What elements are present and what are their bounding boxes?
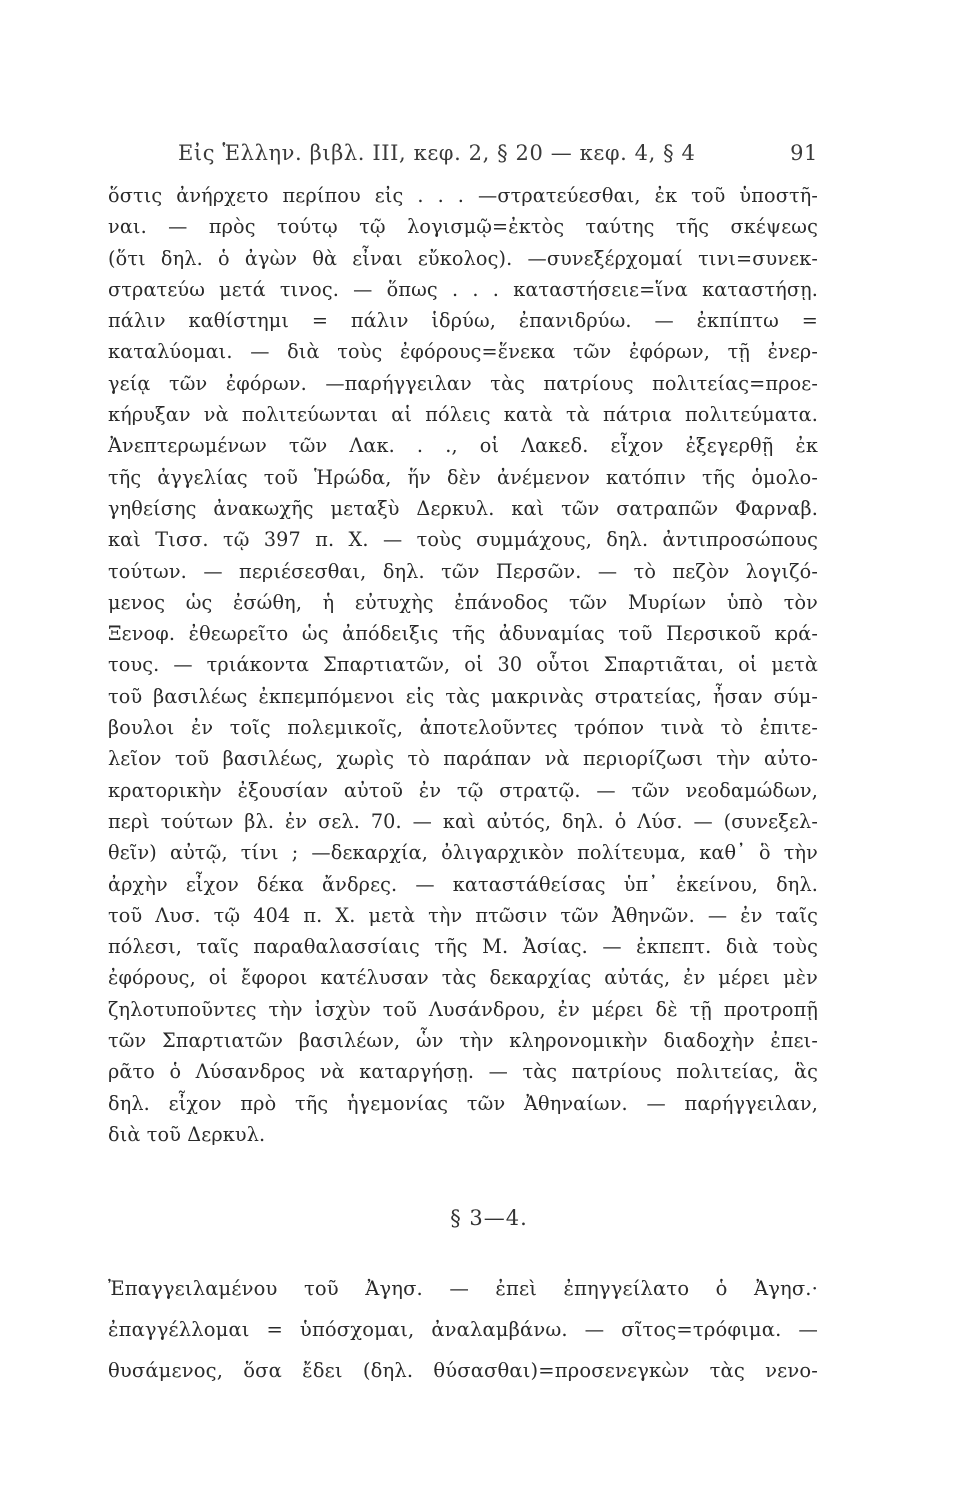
section-commentary-text	[108, 1268, 818, 1391]
text-line: διὰ τοῦ Δερκυλ.	[108, 1122, 266, 1146]
text-line: ὅστις ἀνήρχετο περίπου εἰς . . . —στρατεύεσθαι, ἐκ τοῦ ὑποστῆ-	[108, 184, 818, 207]
text-line: ἀρχὴν εἶχον δέκα ἄνδρες. — καταστάθείσας ὑπ᾽ ἐκείνου, δηλ.	[108, 872, 818, 896]
page-header	[178, 141, 818, 175]
section-heading: § 3—4.	[450, 1206, 528, 1230]
text-line: θεῖν) αὐτῷ, τίνι ; —δεκαρχία, ὀλιγαρχικὸν πολίτευμα, καθ᾽ ὃ τὴν	[108, 841, 818, 865]
page-number: 91	[790, 141, 818, 165]
text-line: ἐπαγγέλλομαι = ὑπόσχομαι, ἀναλαμβάνω. — σῖτος=τρόφιμα. —	[108, 1318, 818, 1341]
text-line: θυσάμενος, ὅσα ἔδει (δηλ. θύσασθαι)=προσενεγκὼν τὰς νενο-	[108, 1359, 818, 1382]
text-line: Ἀνεπτερωμένων τῶν Λακ. . ., οἱ Λακεδ. εἶχον ἐξεγερθῇ ἐκ	[108, 434, 818, 458]
text-line: τούτων. — περιέσεσθαι, δηλ. τῶν Περσῶν. — τὸ πεζὸν λογιζό-	[108, 559, 818, 583]
text-line: πόλεσι, ταῖς παραθαλασσίαις τῆς Μ. Ἀσίας. — ἐκπεπτ. διὰ τοὺς	[108, 935, 818, 959]
text-line: πάλιν καθίστημι = πάλιν ἱδρύω, ἐπανιδρύω. — ἐκπίπτω =	[108, 309, 818, 333]
text-line: τῆς ἀγγελίας τοῦ Ἡρώδα, ἥν δὲν ἀνέμενον κατόπιν τῆς ὁμολο-	[108, 465, 818, 489]
text-line: Ἐπαγγειλαμένου τοῦ Ἀγησ. — ἐπεὶ ἐπηγγείλατο ὁ Ἀγησ.·	[108, 1277, 818, 1300]
text-line: κρατορικὴν ἐξουσίαν αὐτοῦ ἐν τῷ στρατῷ. — τῶν νεοδαμώδων,	[108, 778, 818, 802]
text-line: γηθείσης ἀνακωχῆς μεταξὺ Δερκυλ. καὶ τῶν σατραπῶν Φαρναβ.	[108, 496, 818, 520]
text-line: βουλοι ἐν τοῖς πολεμικοῖς, ἀποτελοῦντες τρόπον τινὰ τὸ ἐπιτε-	[108, 716, 818, 740]
text-line: ζηλοτυποῦντες τὴν ἰσχὺν τοῦ Λυσάνδρου, ἐν μέρει δὲ τῇ προτροπῇ	[108, 997, 818, 1021]
text-line: καὶ Τισσ. τῷ 397 π. Χ. — τοὺς συμμάχους, δηλ. ἀντιπροσώπους	[108, 528, 818, 552]
text-line: λεῖον τοῦ βασιλέως, χωρὶς τὸ παράπαν νὰ περιορίζωσι τὴν αὐτο-	[108, 747, 818, 771]
text-line: ἐφόρους, οἱ ἔφοροι κατέλυσαν τὰς δεκαρχίας αὐτάς, ἐν μέρει μὲν	[108, 966, 818, 990]
text-line: ναι. — πρὸς τούτῳ τῷ λογισμῷ=ἐκτὸς ταύτης τῆς σκέψεως	[108, 215, 818, 239]
text-line: καταλύομαι. — διὰ τοὺς ἐφόρους=ἕνεκα τῶν ἐφόρων, τῇ ἐνερ-	[108, 340, 818, 364]
text-line: Ξενοφ. ἐθεωρεῖτο ὡς ἀπόδειξις τῆς ἀδυναμίας τοῦ Περσικοῦ κρά-	[108, 622, 818, 646]
text-line: τοῦ βασιλέως ἐκπεμπόμενοι εἰς τὰς μακρινὰς στρατείας, ἦσαν σύμ-	[108, 684, 818, 708]
text-line: τοῦ Λυσ. τῷ 404 π. Χ. μετὰ τὴν πτῶσιν τῶν Ἀθηνῶν. — ἐν ταῖς	[108, 903, 818, 927]
text-line: γείᾳ τῶν ἐφόρων. —παρήγγειλαν τὰς πατρίους πολιτείας=προε-	[108, 371, 818, 395]
text-line: στρατεύω μετά τινος. — ὅπως . . . καταστήσειε=ἵνα καταστήσῃ.	[108, 277, 818, 301]
text-line: τους. — τριάκοντα Σπαρτιατῶν, οἱ 30 οὗτοι Σπαρτιᾶται, οἱ μετὰ	[108, 653, 818, 677]
commentary-text	[108, 180, 818, 1150]
text-line: μενος ὡς ἐσώθη, ἡ εὐτυχὴς ἐπάνοδος τῶν Μυρίων ὑπὸ τὸν	[108, 590, 818, 614]
running-head: Εἰς Ἑλλην. βιβλ. ΙΙΙ, κεφ. 2, § 20 — κεφ. 4, § 4	[178, 141, 696, 165]
text-line: περὶ τούτων βλ. ἐν σελ. 70. — καὶ αὐτός, δηλ. ὁ Λύσ. — (συνεξελ-	[108, 809, 818, 833]
text-line: δηλ. εἶχον πρὸ τῆς ἡγεμονίας τῶν Ἀθηναίων. — παρήγγειλαν,	[108, 1091, 818, 1115]
text-line: (ὅτι δηλ. ὁ ἀγὼν θὰ εἶναι εὔκολος). —συνεξέρχομαί τινι=συνεκ-	[108, 246, 818, 270]
text-line: ρᾶτο ὁ Λύσανδρος νὰ καταργήσῃ. — τὰς πατρίους πολιτείας, ἃς	[108, 1060, 818, 1084]
text-line: κήρυξαν νὰ πολιτεύωνται αἱ πόλεις κατὰ τὰ πάτρια πολιτεύματα.	[108, 403, 818, 427]
text-line: τῶν Σπαρτιατῶν βασιλέων, ὧν τὴν κληρονομικὴν διαδοχὴν ἐπει-	[108, 1029, 818, 1053]
